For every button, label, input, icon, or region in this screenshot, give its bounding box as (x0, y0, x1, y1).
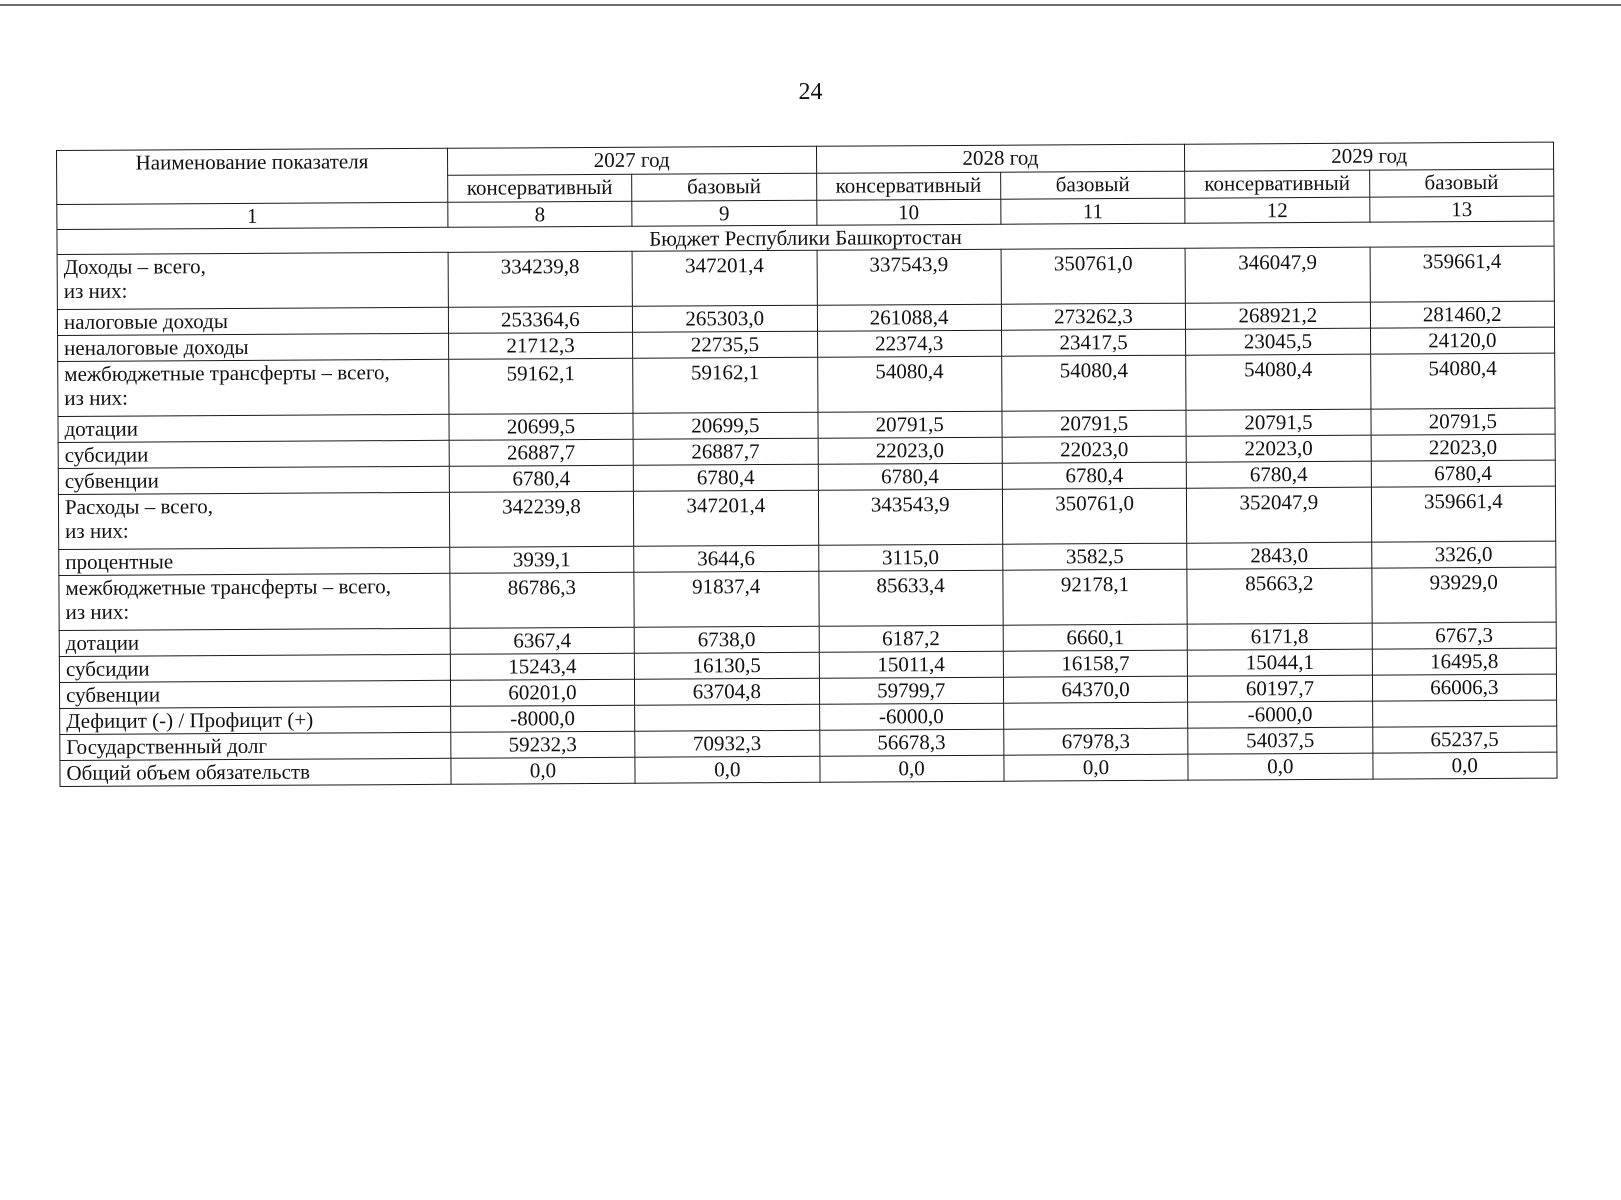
value-cell: 334239,8 (448, 251, 633, 307)
row-label-text: субсидии (64, 442, 149, 467)
value-cell: 92178,1 (1003, 569, 1188, 625)
value-cell: 20699,5 (633, 412, 818, 439)
value-cell: 20791,5 (1186, 409, 1371, 436)
value-cell: 85663,2 (1187, 568, 1372, 624)
header-scenario: консервативный (1185, 170, 1370, 198)
value-cell: 24120,0 (1370, 327, 1555, 354)
value-cell: 3115,0 (818, 544, 1003, 571)
value-cell: 0,0 (451, 757, 636, 784)
value-cell: 6780,4 (449, 465, 634, 492)
value-cell: 253364,6 (448, 306, 633, 333)
row-label (60, 732, 451, 760)
row-label (57, 252, 448, 309)
row-label-subtext: из них: (65, 599, 130, 624)
value-cell: 16495,8 (1372, 648, 1557, 675)
value-cell: 15243,4 (450, 653, 635, 680)
value-cell: 54037,5 (1188, 727, 1373, 754)
value-cell: 337543,9 (817, 249, 1002, 305)
value-cell: 26887,7 (633, 438, 818, 465)
value-cell: 359661,4 (1370, 246, 1555, 302)
value-cell: 347201,4 (634, 490, 819, 546)
value-cell: 67978,3 (1004, 728, 1189, 755)
value-cell: 6780,4 (1186, 461, 1371, 488)
value-cell: 2843,0 (1187, 542, 1372, 569)
value-cell: 59162,1 (448, 358, 633, 414)
value-cell: 3644,6 (634, 545, 819, 572)
value-cell: 22023,0 (1002, 436, 1187, 463)
value-cell: 6780,4 (633, 464, 818, 491)
value-cell: 59162,1 (633, 357, 818, 413)
value-cell: 56678,3 (819, 729, 1004, 756)
budget-table-wrapper (56, 142, 1558, 787)
header-scenario: базовый (1000, 171, 1185, 199)
value-cell: 16158,7 (1003, 650, 1188, 677)
row-label (58, 466, 449, 494)
value-cell: 0,0 (635, 756, 820, 783)
value-cell: 70932,3 (635, 730, 820, 757)
value-cell: 60201,0 (450, 679, 635, 706)
row-label-subtext: из них: (65, 518, 129, 543)
value-cell: 20791,5 (817, 411, 1002, 438)
row-label-text: дотации (64, 416, 139, 441)
value-cell: 6660,1 (1003, 624, 1188, 651)
row-label (60, 758, 451, 786)
row-label (58, 333, 449, 361)
value-cell: 16130,5 (634, 652, 819, 679)
value-cell: 268921,2 (1186, 302, 1371, 329)
header-scenario: консервативный (447, 174, 632, 202)
value-cell: 86786,3 (450, 572, 635, 628)
value-cell: 265303,0 (633, 305, 818, 332)
column-number: 10 (816, 199, 1000, 225)
value-cell: 6780,4 (1002, 462, 1187, 489)
value-cell: 66006,3 (1372, 674, 1557, 701)
value-cell: 65237,5 (1372, 726, 1557, 753)
column-number: 11 (1001, 198, 1186, 224)
table-row (57, 246, 1554, 309)
header-indicator-name: Наименование показателя (57, 148, 448, 204)
value-cell: 20791,5 (1371, 408, 1556, 435)
value-cell (1372, 700, 1557, 727)
value-cell: 6738,0 (634, 626, 819, 653)
row-label-text: Государственный долг (66, 733, 268, 759)
row-label-text: Дефицит (-) / Профицит (+) (66, 707, 314, 733)
value-cell: 91837,4 (634, 571, 819, 627)
row-label-subtext: из них: (63, 278, 128, 303)
row-label (59, 547, 450, 575)
row-label (59, 654, 450, 682)
value-cell: 26887,7 (449, 439, 634, 466)
row-label (58, 492, 449, 549)
row-label (58, 359, 449, 416)
value-cell: 15044,1 (1188, 649, 1373, 676)
value-cell: 352047,9 (1187, 487, 1372, 543)
value-cell: 0,0 (1188, 753, 1373, 780)
value-cell: 22023,0 (1371, 434, 1556, 461)
table-row (58, 353, 1555, 416)
value-cell: 22374,3 (817, 330, 1002, 357)
row-label (58, 414, 449, 442)
table-body (57, 221, 1557, 786)
column-number: 1 (57, 202, 448, 229)
row-label-text: субвенции (64, 468, 159, 493)
budget-forecast-table (56, 142, 1558, 787)
value-cell: 273262,3 (1001, 303, 1186, 330)
row-label (59, 573, 450, 630)
value-cell (635, 704, 820, 731)
value-cell: 22023,0 (818, 437, 1003, 464)
value-cell: 63704,8 (635, 678, 820, 705)
row-label-text: неналоговые доходы (64, 334, 249, 360)
value-cell: 22023,0 (1186, 435, 1371, 462)
value-cell: 261088,4 (817, 304, 1002, 331)
row-label-text: межбюджетные трансферты – всего, (64, 360, 390, 386)
value-cell (1003, 702, 1188, 729)
value-cell: -8000,0 (450, 705, 635, 732)
row-label-text: субвенции (65, 682, 161, 707)
value-cell: -6000,0 (1188, 701, 1373, 728)
value-cell: 0,0 (1372, 752, 1557, 779)
value-cell: 3582,5 (1003, 543, 1188, 570)
value-cell: 60197,7 (1188, 675, 1373, 702)
header-year-2027: 2027 год (447, 146, 816, 175)
value-cell: 6171,8 (1187, 623, 1372, 650)
value-cell: 3939,1 (449, 546, 634, 573)
value-cell: 15011,4 (819, 651, 1004, 678)
value-cell: 3326,0 (1371, 541, 1556, 568)
column-number: 12 (1185, 197, 1369, 223)
value-cell: 93929,0 (1371, 567, 1556, 623)
value-cell: 59799,7 (819, 677, 1004, 704)
value-cell: 22735,5 (633, 331, 818, 358)
value-cell: 54080,4 (1370, 353, 1555, 409)
value-cell: 21712,3 (448, 332, 633, 359)
value-cell: 350761,0 (1001, 248, 1186, 304)
row-label (58, 440, 449, 468)
value-cell: 346047,9 (1185, 247, 1370, 303)
column-number: 9 (632, 200, 817, 226)
row-label-text: межбюджетные трансферты – всего, (65, 574, 392, 600)
header-scenario: базовый (1369, 169, 1554, 197)
section-title: Бюджет Республики Башкортостан (57, 221, 1554, 254)
column-number: 13 (1369, 196, 1554, 222)
table-row (58, 486, 1555, 549)
row-label (57, 307, 448, 335)
table-row (59, 567, 1556, 630)
row-label-text: Доходы – всего, (63, 254, 206, 279)
value-cell: 6367,4 (450, 627, 635, 654)
row-label-text: процентные (65, 549, 174, 574)
value-cell: 64370,0 (1003, 676, 1188, 703)
value-cell: 23045,5 (1186, 328, 1371, 355)
value-cell: 54080,4 (817, 356, 1002, 412)
value-cell: 347201,4 (632, 250, 817, 306)
page-number: 24 (798, 79, 823, 105)
row-label (59, 628, 450, 656)
value-cell: 6187,2 (819, 625, 1004, 652)
row-label-text: дотации (65, 630, 140, 655)
value-cell: 350761,0 (1002, 488, 1187, 544)
value-cell: 85633,4 (818, 570, 1003, 626)
value-cell: 20791,5 (1002, 410, 1187, 437)
value-cell: 343543,9 (818, 489, 1003, 545)
value-cell: 6767,3 (1372, 622, 1557, 649)
row-label-subtext: из них: (64, 385, 129, 410)
value-cell: 23417,5 (1001, 329, 1186, 356)
header-scenario: консервативный (816, 172, 1001, 200)
row-label-text: Общий объем обязательств (66, 759, 311, 785)
row-label-text: налоговые доходы (63, 309, 228, 334)
scan-top-rule (0, 4, 1621, 6)
value-cell: 342239,8 (449, 491, 634, 547)
header-year-2029: 2029 год (1185, 142, 1554, 171)
value-cell: 0,0 (819, 755, 1004, 782)
value-cell: 59232,3 (451, 731, 636, 758)
column-number: 8 (448, 201, 632, 227)
header-scenario: базовый (632, 173, 817, 201)
value-cell: 281460,2 (1370, 301, 1555, 328)
value-cell: 0,0 (1004, 754, 1189, 781)
row-label-text: Расходы – всего, (64, 494, 214, 519)
value-cell: 54080,4 (1002, 355, 1187, 411)
value-cell: 359661,4 (1371, 486, 1556, 542)
value-cell: 54080,4 (1186, 354, 1371, 410)
row-label-text: субсидии (65, 656, 150, 681)
value-cell: -6000,0 (819, 703, 1004, 730)
value-cell: 20699,5 (449, 413, 634, 440)
row-label (59, 680, 450, 708)
value-cell: 6780,4 (1371, 460, 1556, 487)
header-year-2028: 2028 год (816, 144, 1185, 173)
row-label (60, 706, 451, 734)
value-cell: 6780,4 (818, 463, 1003, 490)
